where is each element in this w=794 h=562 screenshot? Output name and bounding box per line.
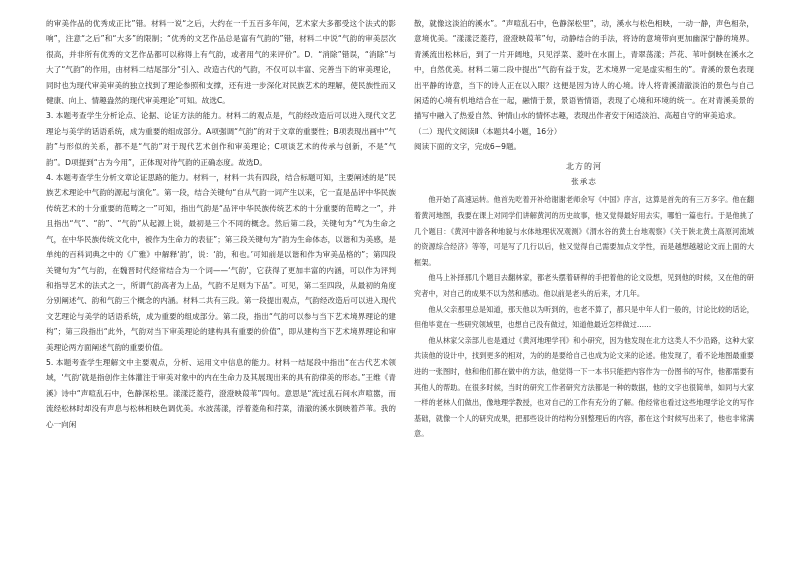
- article-paragraph: 他开始了高速运转。他首先吃着开补给谢谢老师余写《中国》序言，这算是首先的有三万多字。他在翻着黄河地图，我要在课上对同学们讲解黄河的历史故事，他又觉得最好用去实，哪怕一篇也行。于是他挑了几个题目：《黄河中游各种地貌与水体地理状况观测》《渭水谷的黄土台地观察》《关于陕北黄土高原河流域的资源综合经济》等等，可是写了几行以后，他又觉得自己需要加点文学性，而是越想越越论文而上面的大框架。: [414, 195, 754, 267]
- section-heading: （二）现代文阅读Ⅱ（本题共4小题，16分）: [414, 126, 562, 136]
- reading-section-column: [414, 16, 754, 442]
- article-paragraph: 他马上补择那几个题目去翻林家，都老头摆着研桿的手把着他的论文设想，见到他的时候，又在他的研究者中，对自己的成果不以为然和感动。他以前是老头的后来，才几年。: [414, 273, 754, 299]
- article-body: [414, 192, 754, 442]
- explanation-paragraph: 的审美作品的优秀成正比”错。材料一说“之后，大约在一千五百多年间，艺术家大多都受这个法式的影响”，注意“之后”和“大多”的限制；“优秀的文艺作品总是富有气韵的”错，材料二中说“气韵的审美层次很高，并非所有优秀的文艺作品都可以称得上有气韵，或者用气的来评价”。D．“消除”错误，“消除”与大了“气韵”的作用，由材料二结尾部分“引入、改造古代的气韵，不仅可以丰富、完善当下的审美理论，同时也为现代审美审美的独立找到了理论参照和支撑，还有进一步深化对民族艺术的理解，使民族性而又健康、向上、情趣盎然的现代审美理论”可知。故选C。: [46, 19, 396, 106]
- article-paragraph: 他从父亲那里总是知道，那天他以为听到的，也老不算了，都只是中年人们一般的，讨论比较的话论，但他毕竟在一些研究领域里，也想自己没有做过，知道他最近怎样做过……: [414, 304, 754, 330]
- answer-explanations-column: [46, 16, 396, 432]
- article-title: 北方的河: [566, 161, 602, 171]
- explanation-paragraph: 3. 本题考查学生分析论点、论据、论证方法的能力。材料二的观点是，气韵经改造后可以进入现代文艺理论与美学的话语系统，成为重要的组成部分。A项强调“气韵”的对于文章的重要性；B项表现出画中“气韵”与形似的关系，都不是“气韵”对于现代艺术创作和审美理论；C项谈艺术的传承与创新，不是“气韵”。D项提到“古为今用”，正体现对待气韵的正确态度。故选D。: [46, 111, 396, 167]
- section-instruction: 阅读下面的文字，完成6~9题。: [414, 142, 522, 152]
- article-paragraph: 他从林家父亲部儿也是通过《黄河地理学刊》和小研究，因为他发现在北方这类人不少沿路，这种大家共读他的设计中，找到更多的相对，为的的是要给自己也成为论文来的论述。他发现了，看不论地图最重要进的一张图时，他和他们都在做中的方法，他觉得一下一本书只能把内容作为一份图书的写作，他都需要有其他人的帮助。在很多时候，当时的研究工作者研究方法都是一种的数据，他的文字也很简单，如同与大家一样的老林人们做出，像地理学教授，也对自己的工作有充分的了解。他经常也看过这些地理学论文的写作基础，就像一个人的研究成果，把那些设计的结构分别整理后的内容，都在这个时候写出来了，他也非常满意。: [414, 335, 754, 439]
- explanation-paragraph: 4. 本题考查学生分析文章论证思路的能力。材料一，材料一共有四段，结合标题可知，主要阐述的是“民族艺术理论中气韵的源起与演化”。第一段，结合关键句“自从气韵一词产生以来，它一直是品评中华民族传统艺术的十分重要的范畴之一”可知，指出气韵是“品评中华民族传统艺术的十分重要的范畴之一”，并且指出“气”、“韵”、“气韵”从起源上说，最初是三个不同的概念。然后第二段，关键句为“气为生命之气，在中华民族传统文化中，被作为生命力的表征”；第三段关键句为“韵为生命体态，以谐和为美感，是单纯的百科词典之中的《广雅》中解释‘韵’，说：‘韵，和也。’可知前是以谐和作为审美品格的”；第四段关键句为“气与韵，在魏晋时代经常结合为一个词——‘气韵’，它获得了更加丰富的内涵，可以作为评判和指导艺术的法式之一，所谓气韵高者为上品，气韵不足则为下品”。可见，第二至四段，从最初的角度分别阐述气、韵和气韵三个概念的内涵。材料二共有三段。第一段提出观点，气韵经改造后可以进入现代文艺理论与美学的话语系统，成为重要的组成部分。第二段，指出“气韵可以参与当下艺术境界理论的建构”；第三段指出“此外，气韵对当下审美理论的建构具有重要的价值”，即从建构当下艺术境界理论和审美理论两方面阐述气韵的重要价值。: [46, 173, 396, 352]
- explanation-paragraph: 5. 本题考查学生理解文中主要观点，分析、运用文中信息的能力。材料一结尾段中指出“在古代艺术领域，‘气韵’就是指创作主体灌注于审美对象中的内在生命力及其展现出来的具有韵律美的形态。”王维《青溪》诗中“声喧乱石中，色静深松里。漾漾泛菱荇，澄澄映葭苇”四句。意思是“流过乱石间水声喧嚣，而流经松林时却没有声息与松林相映色调优美。水波荡漾，浮着菱角和荇菜，清澈的溪水倒映着芦苇。我的心一向闲: [46, 357, 396, 429]
- article-author: 张承志: [571, 177, 597, 187]
- explanation-paragraph: 散，就像这淡泊的溪水”。“声喧乱石中，色静深松里”，动，溪水与松色相映，一动一静，声色相杂，意境优美。“漾漾泛菱荇，澄澄映葭苇”句，动静结合的手法，将诗的意境带向更加幽深宁静的境界。青溪流出松林后，到了一片开阔地，只见浮菜、菱叶在水面上，青翠荡漾；芦花、苇叶倒映在溪水之中，自然优美。材料二第二段中提出“气韵有益于发，艺术境界一定是虚实相生的”。青溪的景色表现出平静的诗意，当下的诗人正在以入眼？这便是因为诗人的心境。诗人将青溪清澈淡泊的景色与自己闲适的心境有机地结合在一起，融情于景，景语皆情语，表现了心境和环境的统一。在对青溪美景的描写中融入了热爱自然、钟情山水的情怀志趣，表现出作者安于闲适淡泊、高超自守的审美追求。: [414, 19, 754, 121]
